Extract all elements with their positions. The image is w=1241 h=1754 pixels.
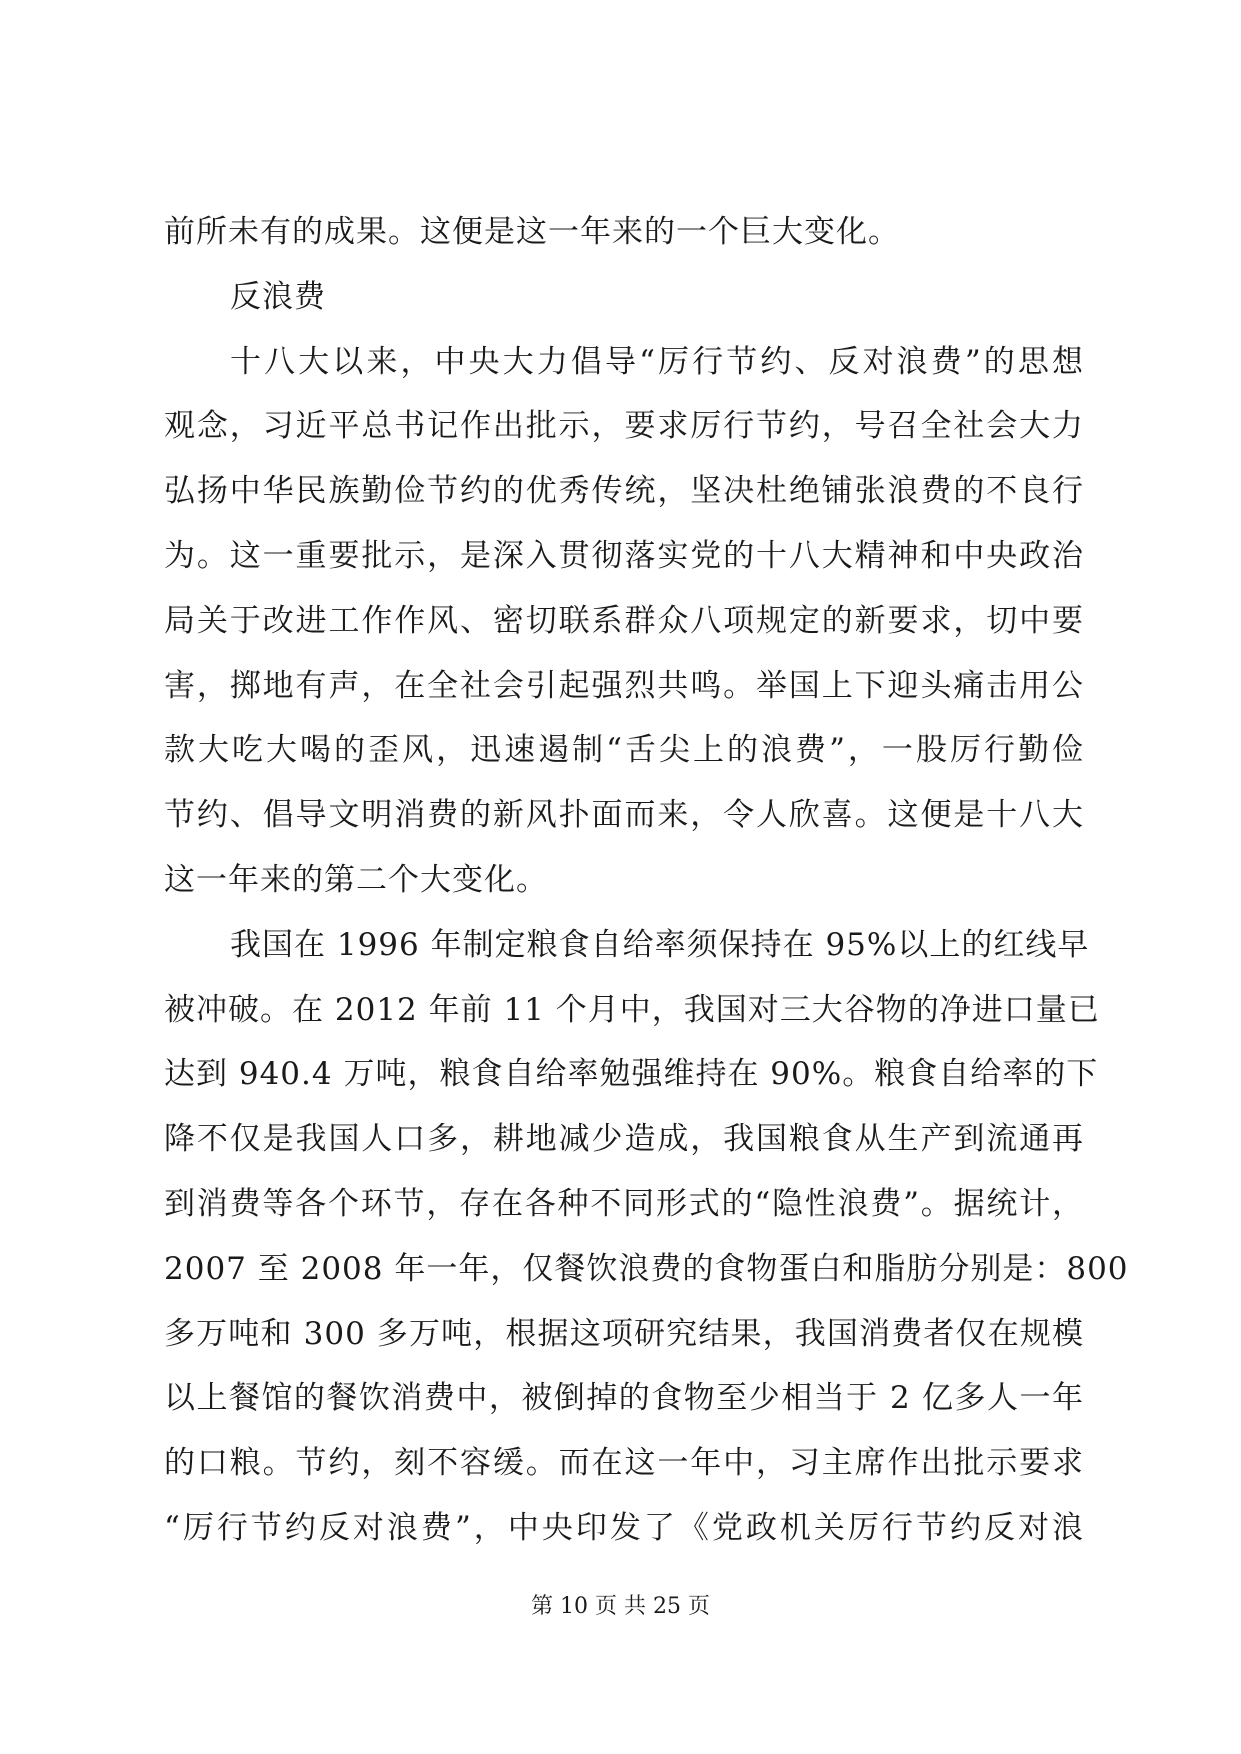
text-line: 反浪费 (230, 278, 326, 315)
text-line: 多万吨和 300 多万吨，根据这项研究结果，我国消费者仅在规模 (164, 1315, 1084, 1352)
text-line: 这一年来的第二个大变化。 (164, 861, 548, 898)
text-line: 达到 940.4 万吨，粮食自给率勉强维持在 90%。粮食自给率的下 (164, 1056, 1099, 1093)
text-line: 观念，习近平总书记作出批示，要求厉行节约，号召全社会大力 (164, 408, 1084, 445)
text-line: 十八大以来，中央大力倡导“厉行节约、反对浪费”的思想 (230, 343, 1084, 380)
document-body (164, 200, 1129, 1561)
text-line: 以上餐馆的餐饮消费中，被倒掉的食物至少相当于 2 亿多人一年 (164, 1380, 1084, 1417)
text-line: 害，掷地有声，在全社会引起强烈共鸣。举国上下迎头痛击用公 (164, 667, 1084, 704)
text-line: 前所未有的成果。这便是这一年来的一个巨大变化。 (164, 214, 900, 250)
text-line: “厉行节约反对浪费”，中央印发了《党政机关厉行节约反对浪 (164, 1509, 1084, 1546)
text-line: 为。这一重要批示，是深入贯彻落实党的十八大精神和中央政治 (164, 537, 1084, 574)
text-line: 节约、倡导文明消费的新风扑面而来，令人欣喜。这便是十八大 (164, 797, 1084, 834)
page-number-footer: 第 10 页 共 25 页 (531, 1594, 710, 1619)
text-line: 到消费等各个环节，存在各种不同形式的“隐性浪费”。据统计， (164, 1185, 1084, 1222)
text-line: 2007 至 2008 年一年，仅餐饮浪费的食物蛋白和脂肪分别是：800 (164, 1250, 1129, 1287)
text-line: 被冲破。在 2012 年前 11 个月中，我国对三大谷物的净进口量已 (164, 991, 1100, 1028)
text-line: 我国在 1996 年制定粮食自给率须保持在 95%以上的红线早 (230, 926, 1090, 963)
text-line: 弘扬中华民族勤俭节约的优秀传统，坚决杜绝铺张浪费的不良行 (164, 473, 1084, 510)
text-line: 局关于改进工作作风、密切联系群众八项规定的新要求，切中要 (164, 602, 1084, 639)
text-line: 降不仅是我国人口多，耕地减少造成，我国粮食从生产到流通再 (164, 1121, 1084, 1158)
text-line: 的口粮。节约，刻不容缓。而在这一年中，习主席作出批示要求 (164, 1445, 1084, 1482)
text-line: 款大吃大喝的歪风，迅速遏制“舌尖上的浪费”，一股厉行勤俭 (164, 732, 1084, 769)
